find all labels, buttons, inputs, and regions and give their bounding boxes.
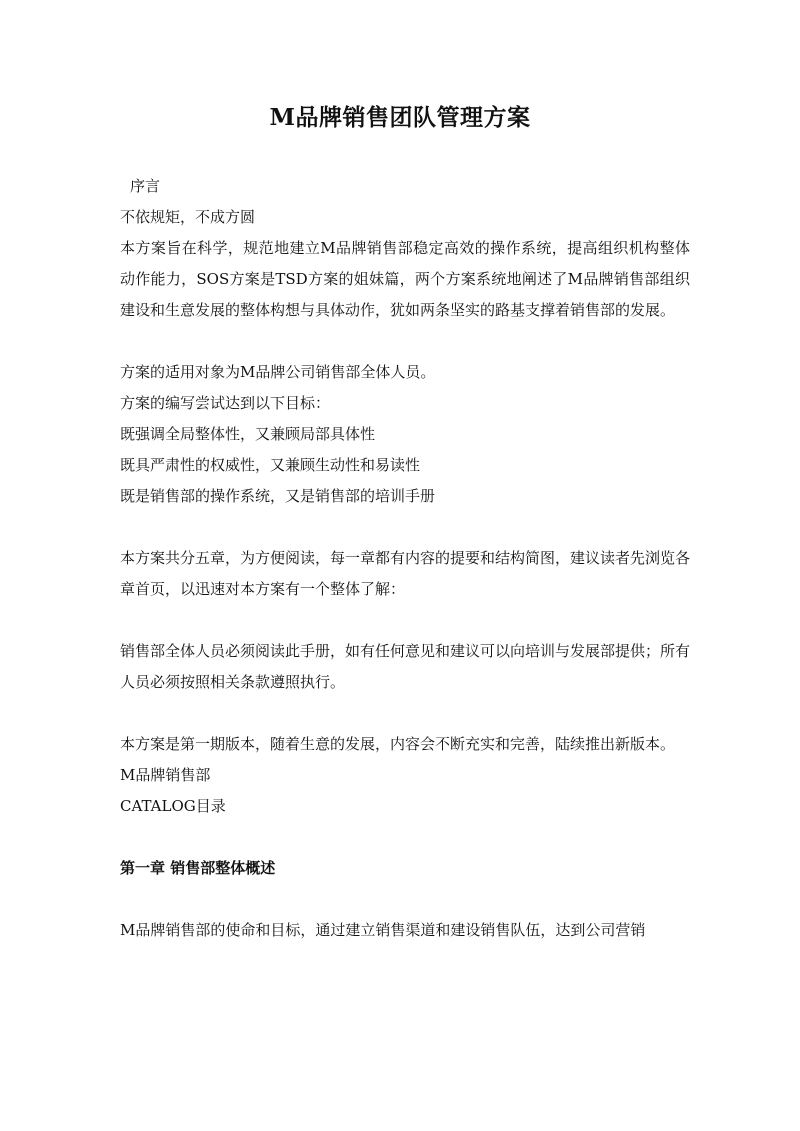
spacer <box>120 605 690 636</box>
chapter-heading: 第一章 销售部整体概述 <box>120 859 276 877</box>
document-title: M品牌销售团队管理方案 <box>269 104 531 131</box>
signature: M品牌销售部 <box>120 766 211 784</box>
spacer <box>120 326 690 357</box>
preface-heading: 序言 <box>130 177 161 195</box>
document-body <box>120 171 690 946</box>
structure-paragraph: 本方案共分五章，为方便阅读，每一章都有内容的提要和结构简图，建议读者先浏览各章首页，以迅速对本方案有一个整体了解： <box>120 549 691 598</box>
goal-item: 既强调全局整体性，又兼顾局部具体性 <box>120 425 376 443</box>
spacer <box>120 884 690 915</box>
goals-intro: 方案的编写尝试达到以下目标： <box>120 394 331 412</box>
spacer <box>120 698 690 729</box>
spacer <box>120 512 690 543</box>
chapter-paragraph: M品牌销售部的使命和目标，通过建立销售渠道和建设销售队伍，达到公司营销 <box>120 921 646 939</box>
motto: 不依规矩，不成方圆 <box>120 208 256 226</box>
requirement-paragraph: 销售部全体人员必须阅读此手册，如有任何意见和建议可以向培训与发展部提供；所有人员必须按照相关条款遵照执行。 <box>120 642 691 691</box>
catalog-label: CATALOG目录 <box>120 797 226 815</box>
version-paragraph: 本方案是第一期版本，随着生意的发展，内容会不断充实和完善，陆续推出新版本。 <box>120 735 676 753</box>
goal-item: 既是销售部的操作系统，又是销售部的培训手册 <box>120 487 436 505</box>
intro-paragraph: 本方案旨在科学，规范地建立M品牌销售部稳定高效的操作系统，提高组织机构整体动作能力，SOS方案是TSD方案的姐妹篇，两个方案系统地阐述了M品牌销售部组织建设和生意发展的整体构想与具体动作，犹如两条坚实的路基支撑着销售部的发展。 <box>120 239 690 319</box>
spacer <box>120 822 690 853</box>
goal-item: 既具严肃性的权威性，又兼顾生动性和易读性 <box>120 456 421 474</box>
scope-line: 方案的适用对象为M品牌公司销售部全体人员。 <box>120 363 436 381</box>
